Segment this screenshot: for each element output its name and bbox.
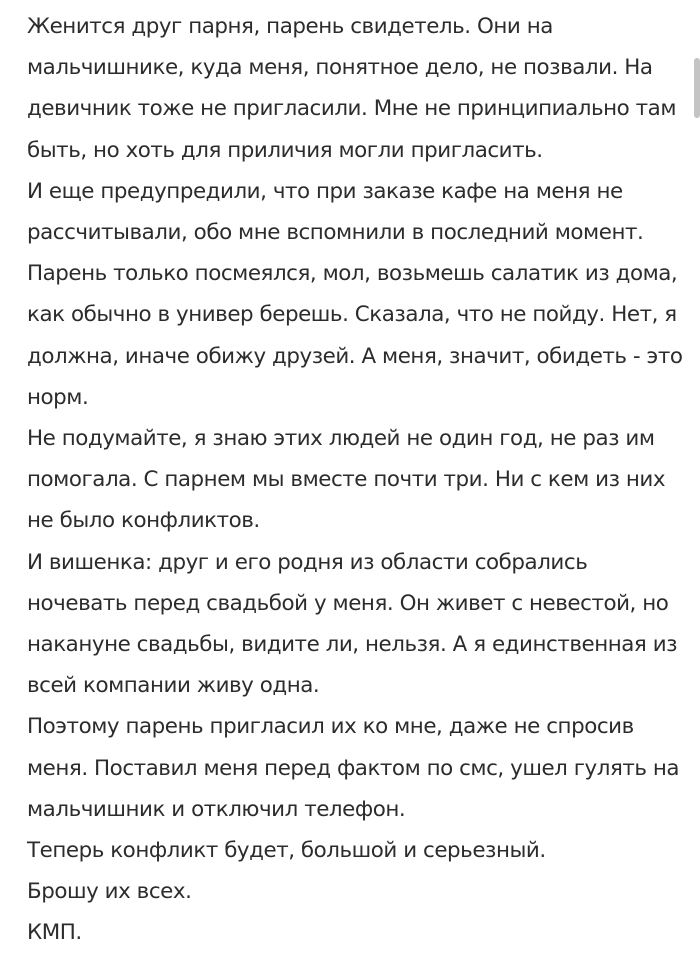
scrollbar-thumb[interactable] (694, 58, 700, 118)
post-paragraph-4: И вишенка: друг и его родня из области собрались ночевать перед свадьбой у меня. Он живет с невестой, но накануне свадьбы, видите ли, нельзя. А я единственная из всей компании живу одна. (27, 549, 678, 699)
post-text (27, 6, 687, 954)
post-paragraph-6: Теперь конфликт будет, большой и серьезный. (27, 838, 546, 864)
post-paragraph-2: И еще предупредили, что при заказе кафе на меня не рассчитывали, обо мне вспомнили в последний момент. Парень только посмеялся, мол, возьмешь салатик из дома, как обычно в универ берешь. Сказала, что не пойду. Нет, я должна, иначе обижу друзей. А меня, значит, обидеть - это норм. (27, 178, 683, 410)
post-paragraph-8: КМП. (27, 920, 82, 946)
post-paragraph-1: Женится друг парня, парень свидетель. Они на мальчишнике, куда меня, понятное дело, не позвали. На девичник тоже не пригласили. Мне не принципиально там быть, но хоть для приличия могли пригласить. (27, 14, 677, 163)
post-paragraph-5: Поэтому парень пригласил их ко мне, даже не спросив меня. Поставил меня перед фактом по смс, ушел гулять на мальчишник и отключил телефон. (27, 714, 680, 822)
post-paragraph-7: Брошу их всех. (27, 879, 192, 905)
post-paragraph-3: Не подумайте, я знаю этих людей не один год, не раз им помогала. С парнем мы вместе почти три. Ни с кем из них не было конфликтов. (27, 426, 666, 534)
